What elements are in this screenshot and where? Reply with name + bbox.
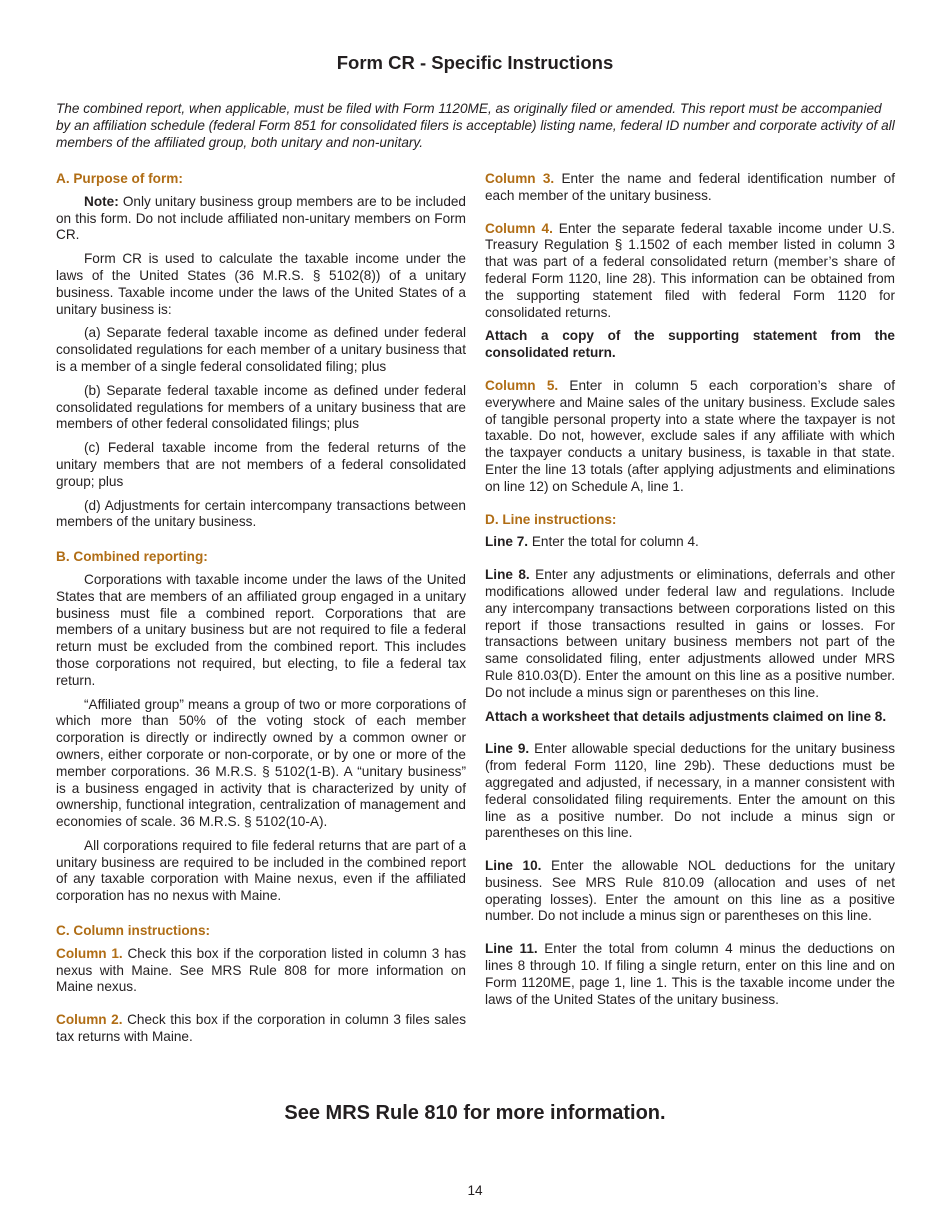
column-4-label: Column 4. — [485, 220, 553, 236]
line-8-label: Line 8. — [485, 567, 530, 583]
section-b-heading: B. Combined reporting: — [56, 549, 208, 565]
column-1-instruction — [56, 946, 466, 996]
column-2-text: Check this box if the corporation in column 3 files sales tax returns with Maine. — [56, 1012, 466, 1045]
purpose-item-d: (d) Adjustments for certain intercompany transactions between members of the unitary business. — [56, 497, 466, 530]
combined-reporting-paragraph-2: “Affiliated group” means a group of two or more corporations of which more than 50% of the voting stock of each member corporation is directly or indirectly owned by a common owner or owners, either corporate or non-corporate, or by one or more of the member corporations. 36 M.R.S. § 5102(1-B). A “unitary business” is a business engaged in activity that is characterized by unity of ownership, functional integration, centralization of management and economies of scale. 36 M.R.S. § 5102(10-A). — [56, 696, 466, 830]
column-5-text: Enter in column 5 each corporation’s share of everywhere and Maine sales of the unitary business. Exclude sales of tangible personal property into a state where the taxpayer is not taxable. Do not, however, exclude sales if any affiliate with which the taxpayer conducts a unitary business, is taxable in that state. Enter the line 13 totals (after applying adjustments and eliminations on line 12) on Schedule A, line 1. — [485, 377, 895, 494]
combined-reporting-paragraph-3: All corporations required to file federal returns that are part of a unitary business are required to be included in the combined report of any taxable corporation with Maine nexus, even if the affiliated corporation has no nexus with Maine. — [56, 837, 466, 904]
section-d-heading: D. Line instructions: — [485, 511, 617, 527]
column-5-label: Column 5. — [485, 377, 559, 393]
line-11-instruction — [485, 941, 895, 1008]
column-3-label: Column 3. — [485, 171, 555, 186]
purpose-paragraph: Form CR is used to calculate the taxable income under the laws of the United States (36 M.R.S. § 5102(8)) of a unitary business. Taxable income under the laws of the United States of a unitary business is: — [56, 251, 466, 317]
right-column — [485, 171, 895, 1008]
note-text: Only unitary business group members are to be included on this form. Do not include affiliated non-unitary members on Form CR. — [56, 193, 466, 243]
line-8-attach-note: Attach a worksheet that details adjustments claimed on line 8. — [485, 708, 887, 724]
note-paragraph — [56, 194, 466, 244]
column-3-text: Enter the name and federal identification number of each member of the unitary business. — [485, 171, 895, 203]
purpose-item-a: (a) Separate federal taxable income as defined under federal consolidated regulations for each member of a unitary business that is a member of a single federal consolidated filing; plus — [56, 325, 466, 374]
purpose-item-b: (b) Separate federal taxable income as defined under federal consolidated regulations for members of a unitary business that are members of other federal consolidated filings; plus — [56, 382, 466, 432]
column-1-label: Column 1. — [56, 945, 123, 961]
line-9-label: Line 9. — [485, 741, 530, 757]
line-8-instruction — [485, 567, 895, 701]
line-11-text: Enter the total from column 4 minus the deductions on lines 8 through 10. If filing a single return, enter on this line and on Form 1120ME, page 1, line 1. This is the taxable income under the laws of the United States of the unitary business. — [485, 941, 895, 1007]
left-column — [56, 171, 466, 1046]
line-9-text: Enter allowable special deductions for the unitary business (from federal Form 1120, line 29b). These deductions must be aggregated and adjusted, if necessary, in a manner consistent with federal consolidated filing requirements. Enter the amount on this line as a positive number. Do not include a minus sign or parentheses on this line. — [485, 741, 895, 841]
column-1-text: Check this box if the corporation listed in column 3 has nexus with Maine. See MRS Rule 808 for more information on Maine nexus. — [56, 945, 466, 995]
line-11-label: Line 11. — [485, 941, 538, 957]
line-10-instruction — [485, 858, 895, 925]
column-4-instruction — [485, 221, 895, 322]
column-4-attach-note: Attach a copy of the supporting statement from the consolidated return. — [485, 328, 895, 361]
line-7-label: Line 7. — [485, 534, 529, 550]
column-4-text: Enter the separate federal taxable income under U.S. Treasury Regulation § 1.1502 of each member listed in column 3 that was part of a federal consolidated return (member’s share of federal Form 1120, line 28). This information can be obtained from the supporting statement filed with federal Form 1120 for consolidated returns. — [485, 220, 895, 320]
line-10-label: Line 10. — [485, 858, 542, 874]
intro-paragraph: The combined report, when applicable, must be filed with Form 1120ME, as originally filed or amended. This report must be accompanied by an affiliation schedule (federal Form 851 for consolidated filers is acceptable) listing name, federal ID number and corporate activity of all members of the affiliated group, both unitary and non-unitary. — [56, 101, 895, 150]
line-7-text: Enter the total for column 4. — [528, 534, 699, 550]
section-c-heading: C. Column instructions: — [56, 923, 211, 939]
column-5-instruction — [485, 378, 895, 496]
line-9-instruction — [485, 741, 895, 842]
line-8-text: Enter any adjustments or eliminations, deferrals and other modifications allowed under federal law and regulations. Include any intercompany transactions between corporations listed on this report if those transactions resulted in gains or losses. For transactions between unitary business members not part of the same consolidated filing, enter adjustments allowed under MRS Rule 810.03(D). Enter the amount on this line as a positive number. Do not include a minus sign or parentheses on this line. — [485, 567, 895, 700]
page-number: 14 — [467, 1183, 483, 1198]
footer-note: See MRS Rule 810 for more information. — [284, 1102, 666, 1124]
column-3-instruction — [485, 171, 895, 205]
note-label: Note: — [84, 193, 119, 209]
combined-reporting-paragraph-1: Corporations with taxable income under the laws of the United States that are members of an affiliated group engaged in a unitary business must file a combined report. Corporations that are members of a unitary business but are not required to file a federal return must be excluded from the combined report. This includes those corporations not required, but electing, to file a federal tax return. — [56, 571, 466, 688]
line-7-instruction — [485, 534, 895, 551]
column-2-label: Column 2. — [56, 1012, 123, 1028]
column-2-instruction — [56, 1012, 466, 1046]
line-10-text: Enter the allowable NOL deductions for the unitary business. See MRS Rule 810.09 (allocation and uses of net operating losses). Enter the amount on this line as a positive number. Do not include a minus sign or parentheses on this line. — [485, 858, 895, 924]
purpose-item-c: (c) Federal taxable income from the federal returns of the unitary members that are not members of a federal consolidated group; plus — [56, 440, 466, 489]
section-a-heading: A. Purpose of form: — [56, 171, 183, 186]
page-title: Form CR - Specific Instructions — [336, 52, 614, 73]
